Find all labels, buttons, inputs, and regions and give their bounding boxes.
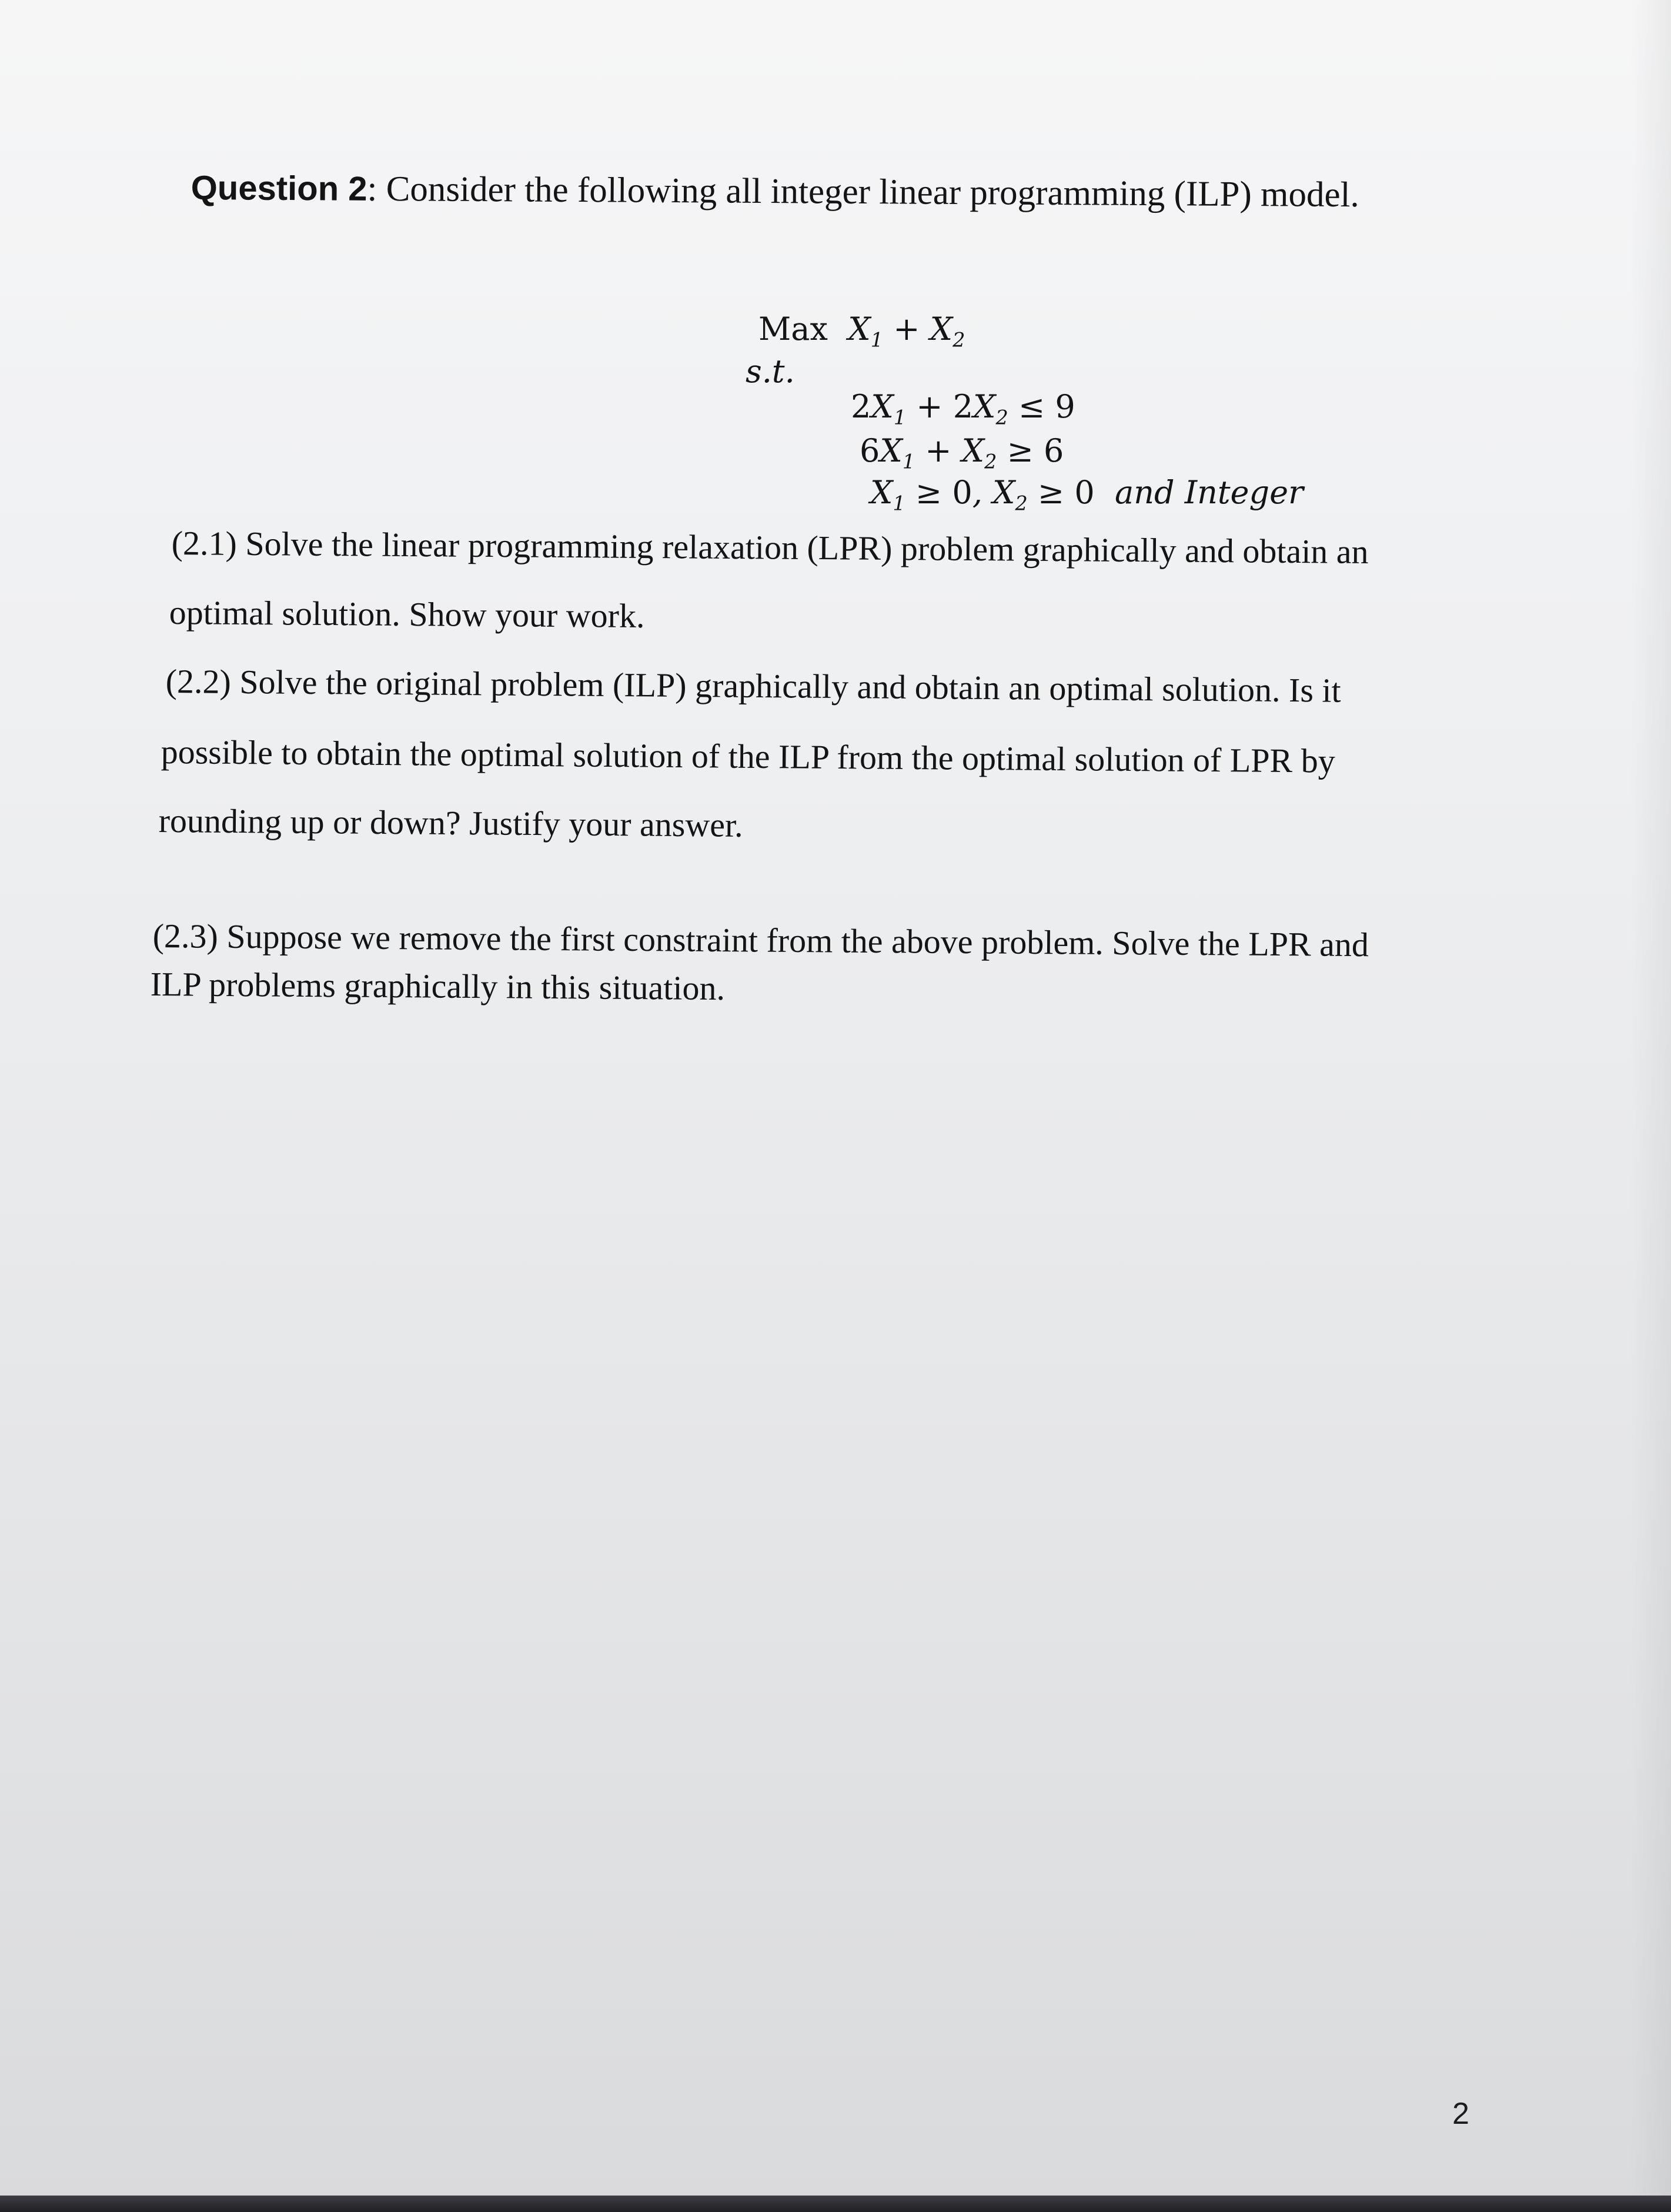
part-2-3-line-1: (2.3) Suppose we remove the first constraint from the above problem. Solve the LPR and: [152, 917, 1369, 964]
page-number: 2: [1452, 2097, 1469, 2131]
integer-note: and Integer: [1115, 474, 1304, 511]
part-2-1-line-2: optimal solution. Show your work.: [169, 593, 645, 635]
objective-row: [758, 310, 965, 352]
constraint-1: $2X_1 + 2X_2 \le 9$: [851, 388, 1075, 429]
part-2-2-line-1: (2.2) Solve the original problem (ILP) graphically and obtain an optimal solution. Is it: [165, 662, 1341, 710]
part-2-1-line-1: (2.1) Solve the linear programming relaxation (LPR) problem graphically and obtain an: [171, 524, 1369, 571]
question-label: Question 2: [191, 168, 367, 208]
question-text: : Consider the following all integer linear programming (ILP) model.: [367, 169, 1359, 215]
question-heading: [191, 168, 1359, 216]
desk-edge: [0, 2196, 1671, 2212]
page-shadow: [1630, 0, 1671, 2212]
constraint-3: $X_1 \ge 0$, $X_2 \ge 0$ and Integer: [870, 474, 1304, 515]
part-2-2-line-3: rounding up or down? Justify your answer.: [158, 801, 743, 844]
part-2-3-line-2: ILP problems graphically in this situation.: [150, 965, 726, 1008]
subject-to-label: s.t.: [746, 353, 795, 390]
objective-expression: $X_1 + X_2$: [848, 310, 965, 352]
part-2-2-line-2: possible to obtain the optimal solution of the ILP from the optimal solution of LPR by: [161, 733, 1336, 780]
constraint-2: $6X_1 + X_2 \ge 6$: [860, 432, 1064, 473]
objective-keyword: Max: [758, 310, 828, 347]
